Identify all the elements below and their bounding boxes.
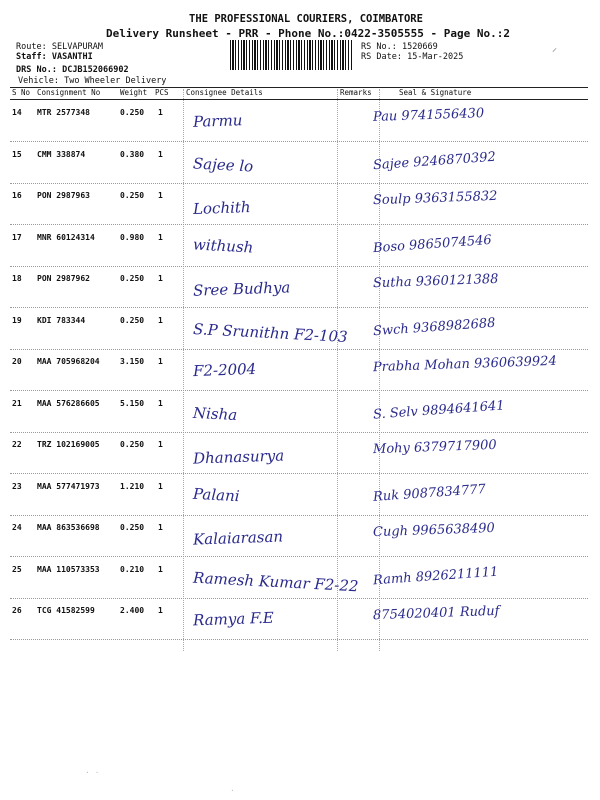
pcs-cell: 1	[158, 606, 163, 615]
seal-signature: Ramh 8926211111	[372, 564, 499, 588]
scan-specks: ·	[230, 786, 235, 795]
col-pcs: PCS	[155, 88, 169, 97]
seal-signature: 8754020401 Ruduf	[372, 603, 500, 624]
pcs-cell: 1	[158, 149, 163, 159]
consignment-no-cell: MAA 863536698	[37, 523, 100, 532]
pen-mark: ⸝	[552, 43, 557, 54]
weight-cell: 5.150	[120, 398, 145, 408]
seal-signature: Pau 9741556430	[372, 106, 485, 125]
table-row	[10, 100, 588, 142]
barcode	[230, 40, 352, 70]
sno-cell: 21	[12, 398, 22, 408]
table-header	[10, 88, 588, 98]
table-row	[10, 474, 588, 516]
pcs-cell: 1	[158, 232, 163, 242]
sno-cell: 20	[12, 357, 22, 366]
sno-cell: 25	[12, 564, 22, 574]
consignee-signature: Palani	[192, 484, 241, 505]
weight-cell: 0.250	[120, 108, 145, 117]
sno-cell: 23	[12, 481, 22, 491]
pcs-cell: 1	[158, 523, 163, 532]
col-remarks: Remarks	[340, 88, 372, 97]
scan-specks: · ·	[85, 768, 100, 777]
weight-cell: 0.250	[120, 523, 145, 532]
seal-signature: Soulp 9363155832	[372, 188, 498, 209]
consignment-no-cell: MAA 110573353	[37, 564, 100, 574]
sno-cell: 26	[12, 606, 22, 615]
consignment-no-cell: PON 2987963	[37, 191, 90, 200]
weight-cell: 0.380	[120, 149, 145, 159]
sno-cell: 14	[12, 108, 22, 117]
pcs-cell: 1	[158, 481, 163, 491]
col-consignee: Consignee Details	[186, 88, 263, 97]
seal-signature: Ruk 9087834777	[372, 481, 487, 505]
table-row	[10, 183, 588, 225]
meta-right	[361, 42, 463, 62]
pcs-cell: 1	[158, 398, 163, 408]
vehicle-value: Two Wheeler Delivery	[64, 76, 167, 86]
drs-value: DCJB152066902	[62, 65, 129, 75]
table-row	[10, 515, 588, 557]
pcs-cell: 1	[158, 191, 163, 200]
weight-cell: 1.210	[120, 481, 145, 491]
consignment-no-cell: TRZ 102169005	[37, 440, 100, 449]
page-title: THE PROFESSIONAL COURIERS, COIMBATORE	[189, 13, 423, 25]
seal-signature: Sajee 9246870392	[372, 149, 497, 173]
weight-cell: 0.250	[120, 274, 145, 283]
consignment-no-cell: TCG 41582599	[37, 606, 95, 615]
drs-line: DRS No.: DCJB152066902	[16, 65, 129, 75]
consignee-signature: Parmu	[192, 111, 243, 131]
staff-value: VASANTHI	[51, 52, 93, 62]
consignee-signature: Dhanasurya	[192, 446, 285, 468]
weight-cell: 0.980	[120, 232, 145, 242]
sno-cell: 24	[12, 523, 22, 532]
table-row	[10, 598, 588, 640]
seal-signature: Mohy 6379717900	[372, 437, 497, 458]
seal-signature: Swch 9368982688	[372, 315, 496, 339]
sno-cell: 22	[12, 440, 22, 449]
seal-signature: Boso 9865074546	[372, 232, 493, 256]
seal-signature: Cugh 9965638490	[372, 520, 496, 541]
sno-cell: 18	[12, 274, 22, 283]
consignee-signature: Sajee lo	[192, 153, 254, 176]
table-row	[10, 266, 588, 308]
route-line: Route: SELVAPURAM	[16, 42, 104, 52]
rs-date-value: 15-Mar-2025	[407, 52, 464, 62]
consignment-no-cell: PON 2987962	[37, 274, 90, 283]
row-divider	[10, 639, 588, 640]
consignment-no-cell: CMM 338874	[37, 149, 86, 159]
sno-cell: 17	[12, 232, 22, 242]
col-sno: S No	[12, 88, 31, 97]
table-row	[10, 432, 588, 474]
rs-date-line: RS Date: 15-Mar-2025	[361, 52, 464, 62]
sno-cell: 19	[12, 315, 22, 325]
pcs-cell: 1	[158, 274, 163, 283]
weight-cell: 0.210	[120, 564, 145, 574]
consignee-signature: Lochith	[192, 198, 251, 218]
col-weight: Weight	[120, 88, 148, 97]
consignment-no-cell: MAA 577471973	[37, 481, 100, 491]
consignment-no-cell: MAA 705968204	[37, 357, 100, 366]
pcs-cell: 1	[158, 357, 163, 366]
consignee-signature: Ramya F.E	[192, 608, 275, 630]
weight-cell: 0.250	[120, 315, 145, 325]
sno-cell: 16	[12, 191, 22, 200]
vehicle-line: Vehicle: Two Wheeler Delivery	[18, 76, 167, 86]
seal-signature: Sutha 9360121388	[372, 271, 499, 292]
weight-cell: 0.250	[120, 191, 145, 200]
pcs-cell: 1	[158, 315, 163, 325]
consignment-no-cell: MTR 2577348	[37, 108, 90, 117]
pcs-cell: 1	[158, 440, 163, 449]
rs-no-value: 1520669	[401, 42, 438, 52]
sno-cell: 15	[12, 149, 22, 159]
consignee-signature: withush	[192, 234, 254, 257]
consignee-signature: Sree Budhya	[192, 278, 291, 300]
consignee-signature: S.P Srunithn F2-103	[192, 319, 349, 346]
seal-signature: Prabha Mohan 9360639924	[372, 353, 557, 376]
pcs-cell: 1	[158, 108, 163, 117]
seal-signature: S. Selv 9894641641	[372, 397, 506, 423]
rs-no-line: RS No.: 1520669	[361, 42, 438, 52]
meta-left	[16, 42, 103, 62]
table-row	[10, 225, 588, 267]
consignee-signature: Nisha	[192, 403, 238, 424]
consignment-no-cell: KDI 783344	[37, 315, 86, 325]
weight-cell: 2.400	[120, 606, 145, 615]
consignee-signature: Ramesh Kumar F2-22	[192, 568, 359, 595]
weight-cell: 3.150	[120, 357, 145, 366]
consignee-signature: F2-2004	[192, 359, 257, 381]
col-seal: Seal & Signature	[399, 88, 472, 97]
runsheet-subtitle: Delivery Runsheet - PRR - Phone No.:0422-3505555 - Page No.:2	[106, 27, 510, 40]
col-consignment: Consignment No	[37, 88, 101, 97]
staff-line: Staff: VASANTHI	[16, 52, 93, 62]
consignment-no-cell: MAA 576286605	[37, 398, 100, 408]
weight-cell: 0.250	[120, 440, 145, 449]
consignee-signature: Kalaiarasan	[192, 527, 284, 549]
consignment-no-cell: MNR 60124314	[37, 232, 95, 242]
route-value: SELVAPURAM	[51, 42, 104, 52]
table-row	[10, 142, 588, 184]
pcs-cell: 1	[158, 564, 163, 574]
